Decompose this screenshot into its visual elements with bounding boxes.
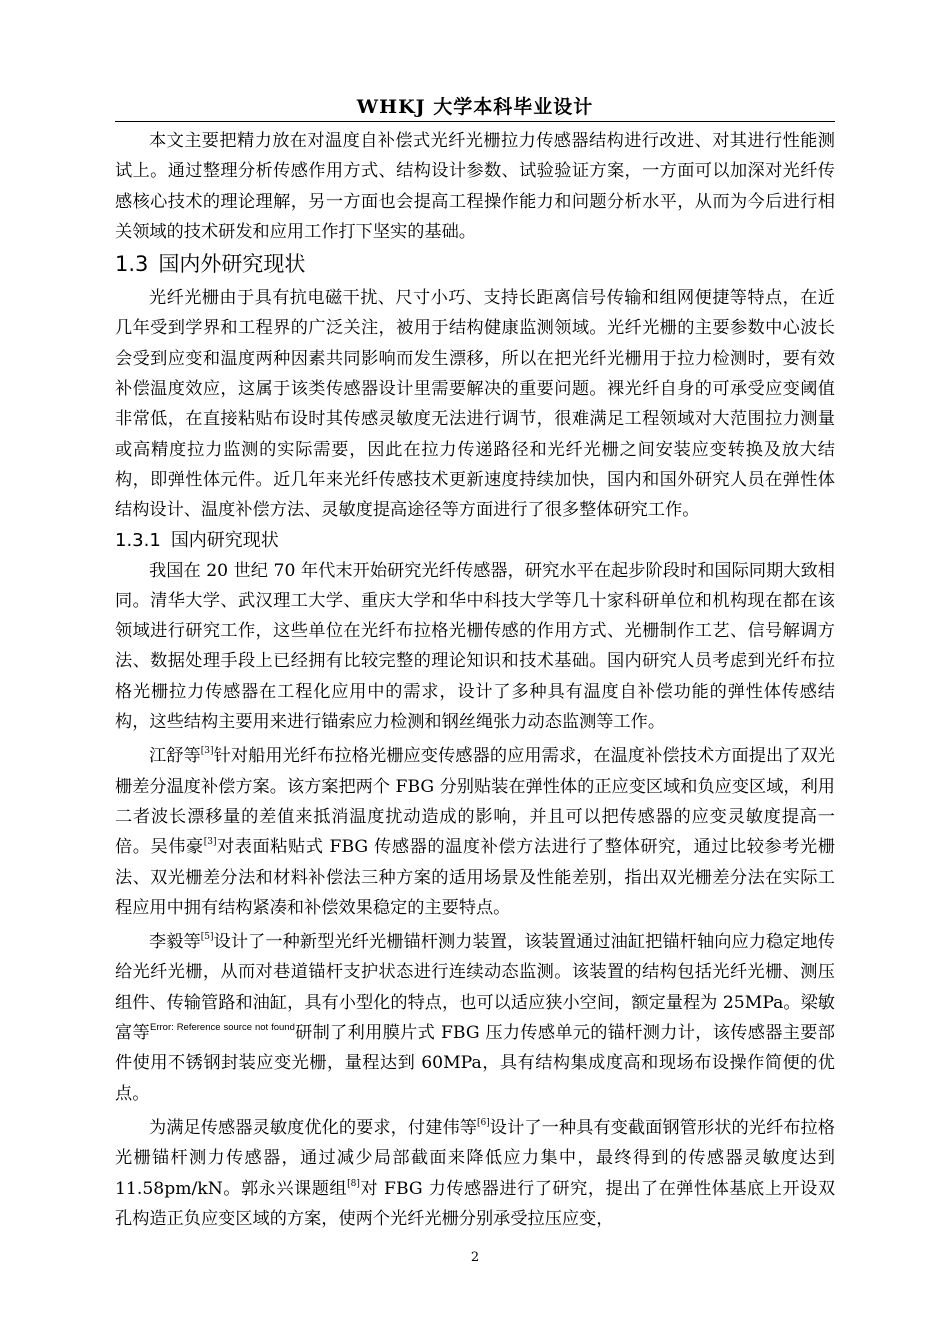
text-run: 对表面粘贴式 FBG 传感器的温度补偿方法进行了整体研究，通过比较参考光栅法、双光栅差分法和材料补偿法三种方案的适用场景及性能差别，指出双光栅差分法在实际工程应用中拥有结构紧凑和补偿效果稳定的主要特点。	[115, 837, 835, 918]
paragraph-anchor-force	[115, 927, 835, 1109]
citation: [3]	[203, 837, 217, 848]
text-run: 针对船用光纤布拉格光栅应变传感器的应用需求，在温度补偿技术方面提出了双光栅差分温度补偿方案。该方案把两个 FBG 分别贴装在弹性体的正应变区域和负应变区域，利用二者波长漂移量的差值来抵消温度扰动造成的影响，并且可以把传感器的应变灵敏度提高一倍。吴伟豪	[115, 746, 835, 858]
text-run: 为满足传感器灵敏度优化的要求，付建伟等	[149, 1117, 477, 1138]
subsection-title: 国内研究现状	[170, 529, 279, 551]
page-number: 2	[470, 1250, 480, 1265]
paragraph-sensitivity	[115, 1113, 835, 1234]
citation-error: Error: Reference source not found	[150, 1022, 295, 1034]
subsection-number: 1.3.1	[115, 529, 161, 551]
text-run: 设计了一种具有变截面钢管形状的光纤布拉格光栅锚杆测力传感器，通过减少局部截面来降低应力集中，最终得到的传感器灵敏度达到 11.58pm/kN。郭永兴课题组	[115, 1117, 835, 1199]
section-paragraph: 光纤光栅由于具有抗电磁干扰、尺寸小巧、支持长距离信号传输和组网便捷等特点，在近几年受到学界和工程界的广泛关注，被用于结构健康监测领域。光纤光栅的主要参数中心波长会受到应变和温度两种因素共同影响而发生漂移，所以在把光纤光栅用于拉力检测时，要有效补偿温度效应，这属于该类传感器设计里需要解决的重要问题。裸光纤自身的可承受应变阈值非常低，在直接粘贴布设时其传感灵敏度无法进行调节，很难满足工程领域对大范围拉力测量或高精度拉力监测的实际需要，因此在拉力传递路径和光纤光栅之间安装应变转换及放大结构，即弹性体元件。近几年来光纤传感技术更新速度持续加快，国内和国外研究人员在弹性体结构设计、温度补偿方法、灵敏度提高途径等方面进行了很多整体研究工作。	[115, 288, 835, 521]
text-run: 江舒等	[149, 746, 201, 767]
page-body	[115, 126, 835, 1234]
section-heading	[115, 249, 835, 279]
subsection-heading	[115, 526, 835, 556]
citation: [5]	[200, 932, 214, 943]
paragraph-domestic-overview: 我国在 20 世纪 70 年代末开始研究光纤传感器，研究水平在起步阶段时和国际同期大致相同。清华大学、武汉理工大学、重庆大学和华中科技大学等几十家科研单位和机构现在都在该领域进行研究工作，这些单位在光纤布拉格光栅传感的作用方式、光栅制作工艺、信号解调方法、数据处理手段上已经拥有比较完整的理论知识和技术基础。国内研究人员考虑到光纤布拉格光栅拉力传感器在工程化应用中的需求，设计了多种具有温度自补偿功能的弹性体传感结构，这些结构主要用来进行锚索应力检测和钢丝绳张力动态监测等工作。	[115, 560, 835, 733]
text-run: 对 FBG 力传感器进行了研究，提出了在弹性体基底上开设双孔构造正负应变区域的方案，使两个光纤光栅分别承受拉压应变，	[115, 1178, 836, 1229]
text-run: 李毅等	[149, 932, 201, 953]
citation: [8]	[347, 1178, 360, 1189]
paragraph-temperature-compensation	[115, 741, 835, 923]
citation: [6]	[476, 1117, 490, 1128]
intro-paragraph: 本文主要把精力放在对温度自补偿式光纤光栅拉力传感器结构进行改进、对其进行性能测试上。通过整理分析传感作用方式、结构设计参数、试验验证方案，一方面可以加深对光纤传感核心技术的理论理解，另一方面也会提高工程操作能力和问题分析水平，从而为今后进行相关领域的技术研发和应用工作打下坚实的基础。	[115, 131, 835, 242]
text-run: 研制了利用膜片式 FBG 压力传感单元的锚杆测力计，该传感器主要部件使用不锈钢封装应变光栅，量程达到 60MPa，具有结构集成度高和现场布设操作简便的优点。	[115, 1023, 835, 1104]
section-title: 国内外研究现状	[158, 252, 306, 277]
page-header: WHKJ 大学本科毕业设计	[356, 96, 594, 118]
citation: [3]	[200, 746, 214, 757]
section-number: 1.3	[115, 252, 149, 277]
text-run: 设计了一种新型光纤光栅锚杆测力装置，该装置通过油缸把锚杆轴向应力稳定地传给光纤光栅，从而对巷道锚杆支护状态进行连续动态监测。该装置的结构包括光纤光栅、测压组件、传输管路和油缸，具有小型化的特点，也可以适应狭小空间，额定量程为 25MPa。梁敏富等	[115, 932, 835, 1044]
header-rule	[115, 121, 835, 122]
